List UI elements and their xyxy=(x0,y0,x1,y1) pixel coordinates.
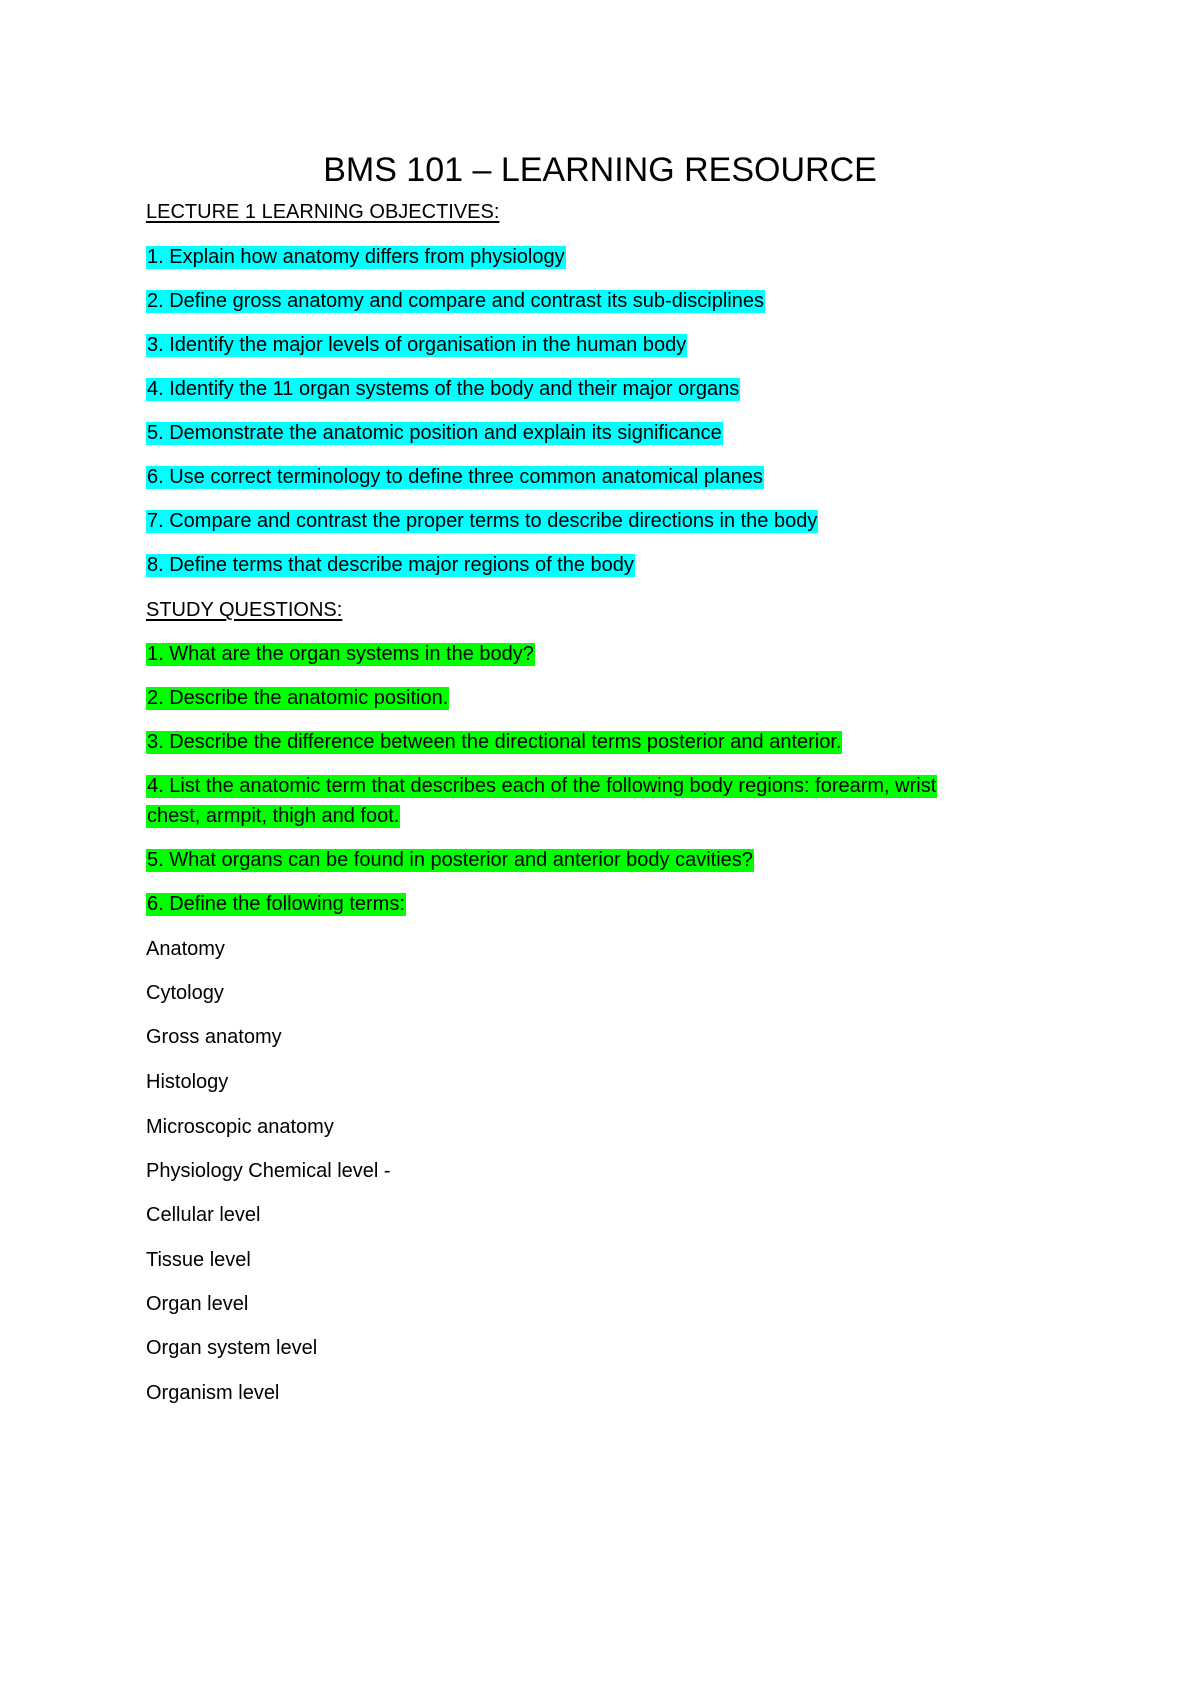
question-item xyxy=(146,684,449,712)
objective-text: 8. Define terms that describe major regions of the body xyxy=(147,554,634,576)
question-text: 2. Describe the anatomic position. xyxy=(147,687,449,709)
objective-text: 4. Identify the 11 organ systems of the body and their major organs xyxy=(147,378,740,400)
term-item: Histology xyxy=(146,1071,229,1093)
objective-item xyxy=(146,243,566,271)
objective-item xyxy=(146,287,765,315)
objective-item xyxy=(146,331,687,359)
term-item: Organ system level xyxy=(146,1337,318,1359)
question-text: 3. Describe the difference between the directional terms posterior and anterior. xyxy=(147,731,842,753)
question-text: 1. What are the organ systems in the body? xyxy=(147,643,534,665)
question-text: 4. List the anatomic term that describes each of the following body regions: forearm, wrist xyxy=(147,775,937,797)
question-item xyxy=(146,846,754,874)
term-item: Physiology Chemical level - xyxy=(146,1160,391,1182)
objective-text: 7. Compare and contrast the proper terms to describe directions in the body xyxy=(147,510,818,532)
objective-item xyxy=(146,463,764,491)
objective-text: 2. Define gross anatomy and compare and contrast its sub-disciplines xyxy=(147,290,764,312)
question-item xyxy=(146,728,842,756)
questions-heading: STUDY QUESTIONS: xyxy=(146,599,343,621)
objective-text: 1. Explain how anatomy differs from physiology xyxy=(147,246,565,268)
objective-item xyxy=(146,507,818,535)
term-item: Microscopic anatomy xyxy=(146,1116,334,1138)
document-title: BMS 101 – LEARNING RESOURCE xyxy=(323,151,877,189)
question-text: 5. What organs can be found in posterior and anterior body cavities? xyxy=(147,849,753,871)
objective-text: 6. Use correct terminology to define three common anatomical planes xyxy=(147,466,763,488)
term-item: Gross anatomy xyxy=(146,1026,282,1048)
question-text: chest, armpit, thigh and foot. xyxy=(147,805,400,827)
term-item: Cytology xyxy=(146,982,224,1004)
term-item: Cellular level xyxy=(146,1204,261,1226)
objective-text: 5. Demonstrate the anatomic position and explain its significance xyxy=(147,422,722,444)
question-item xyxy=(146,890,406,918)
term-item: Anatomy xyxy=(146,938,225,960)
objective-item xyxy=(146,551,635,579)
objective-text: 3. Identify the major levels of organisation in the human body xyxy=(147,334,687,356)
question-item xyxy=(146,640,535,668)
objective-item xyxy=(146,375,740,403)
term-item: Organ level xyxy=(146,1293,249,1315)
objectives-heading: LECTURE 1 LEARNING OBJECTIVES: xyxy=(146,201,500,223)
question-item-continued xyxy=(146,802,400,830)
question-text: 6. Define the following terms: xyxy=(147,893,405,915)
question-item xyxy=(146,772,937,800)
term-item: Tissue level xyxy=(146,1249,251,1271)
objective-item xyxy=(146,419,723,447)
term-item: Organism level xyxy=(146,1382,280,1404)
